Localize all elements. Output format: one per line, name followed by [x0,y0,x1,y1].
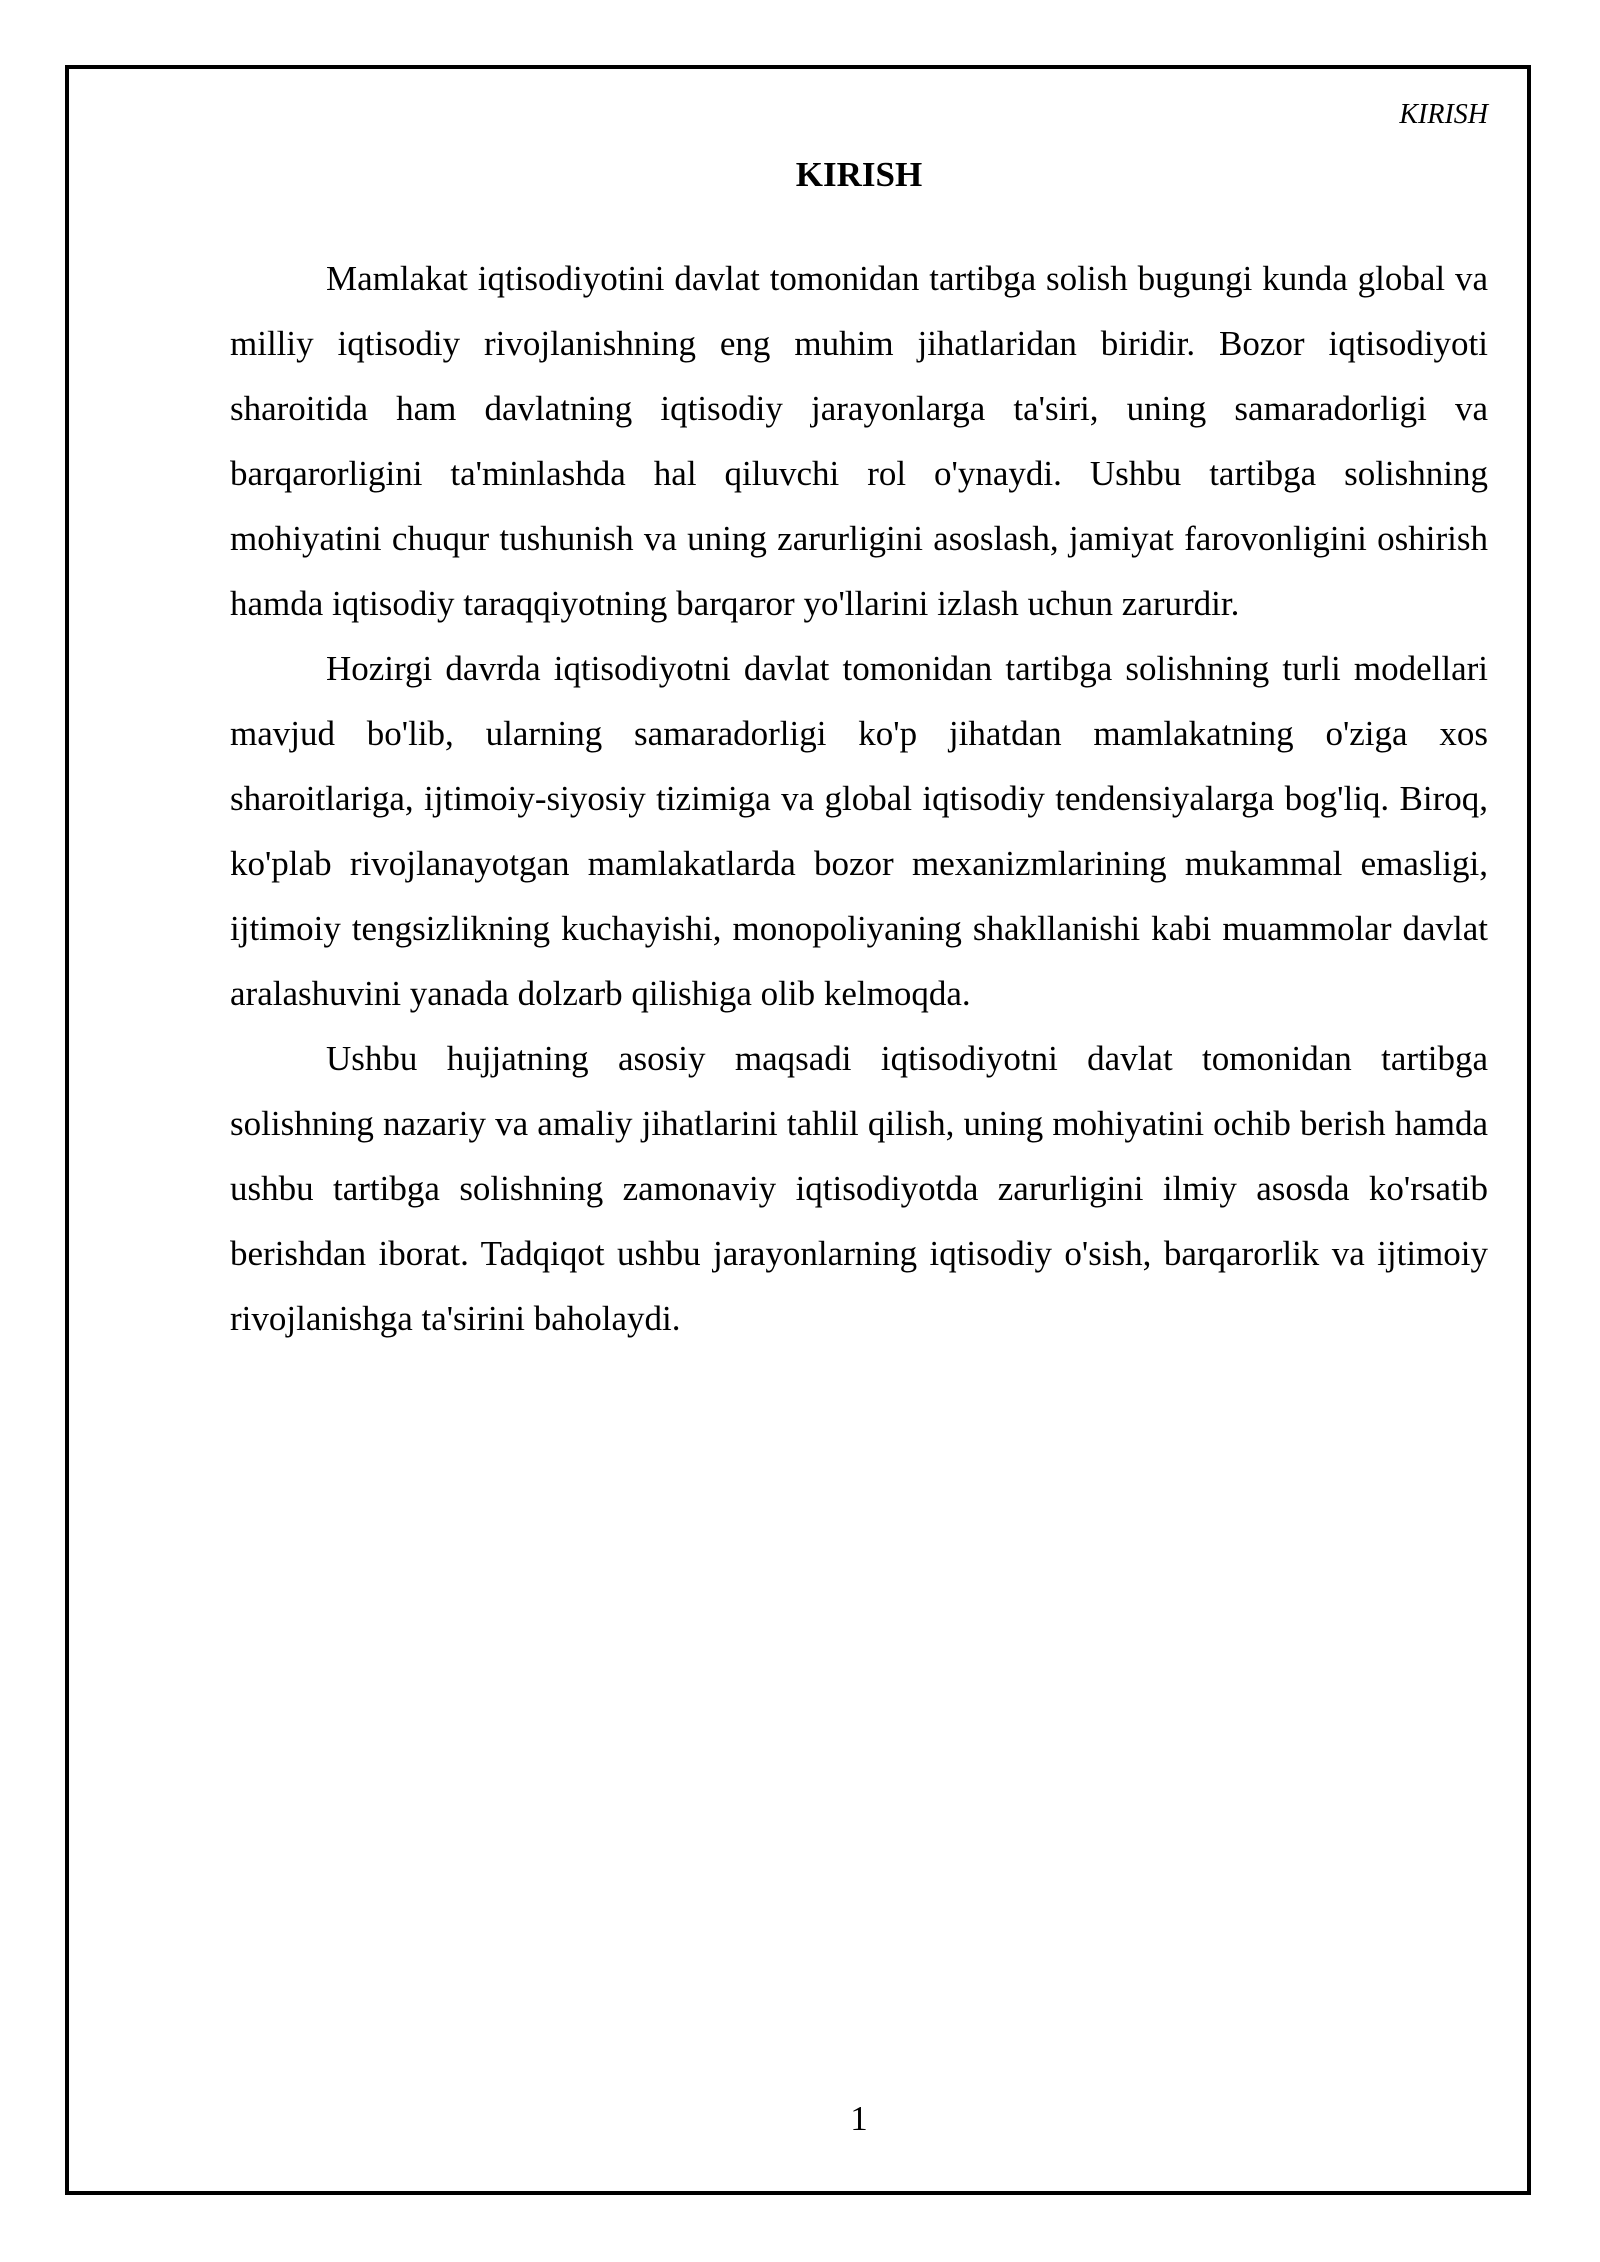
paragraph: Hozirgi davrda iqtisodiyotni davlat tomonidan tartibga solishning turli modellari mavjud bo'lib, ularning samaradorligi ko'p jihatdan mamlakatning o'ziga xos sharoitlariga, ijtimoiy-siyosiy tizimiga va global iqtisodiy tendensiyalarga bog'liq. Biroq, ko'plab rivojlanayotgan mamlakatlarda bozor mexanizmlarining mukammal emasligi, ijtimoiy tengsizlikning kuchayishi, monopoliyaning shakllanishi kabi muammolar davlat aralashuvini yanada dolzarb qilishiga olib kelmoqda. [230,649,1488,1013]
document-body [230,246,1488,1351]
running-header: KIRISH [1399,99,1488,130]
page-number: 1 [850,2099,868,2138]
paragraph: Mamlakat iqtisodiyotini davlat tomonidan tartibga solish bugungi kunda global va milliy iqtisodiy rivojlanishning eng muhim jihatlaridan biridir. Bozor iqtisodiyoti sharoitida ham davlatning iqtisodiy jarayonlarga ta'siri, uning samaradorligi va barqarorligini ta'minlashda hal qiluvchi rol o'ynaydi. Ushbu tartibga solishning mohiyatini chuqur tushunish va uning zarurligini asoslash, jamiyat farovonligini oshirish hamda iqtisodiy taraqqiyotning barqaror yo'llarini izlash uchun zarurdir. [230,259,1488,623]
paragraph: Ushbu hujjatning asosiy maqsadi iqtisodiyotni davlat tomonidan tartibga solishning nazariy va amaliy jihatlarini tahlil qilish, uning mohiyatini ochib berish hamda ushbu tartibga solishning zamonaviy iqtisodiyotda zarurligini ilmiy asosda ko'rsatib berishdan iborat. Tadqiqot ushbu jarayonlarning iqtisodiy o'sish, barqarorlik va ijtimoiy rivojlanishga ta'sirini baholaydi. [230,1039,1488,1338]
page-title: KIRISH [795,155,923,194]
